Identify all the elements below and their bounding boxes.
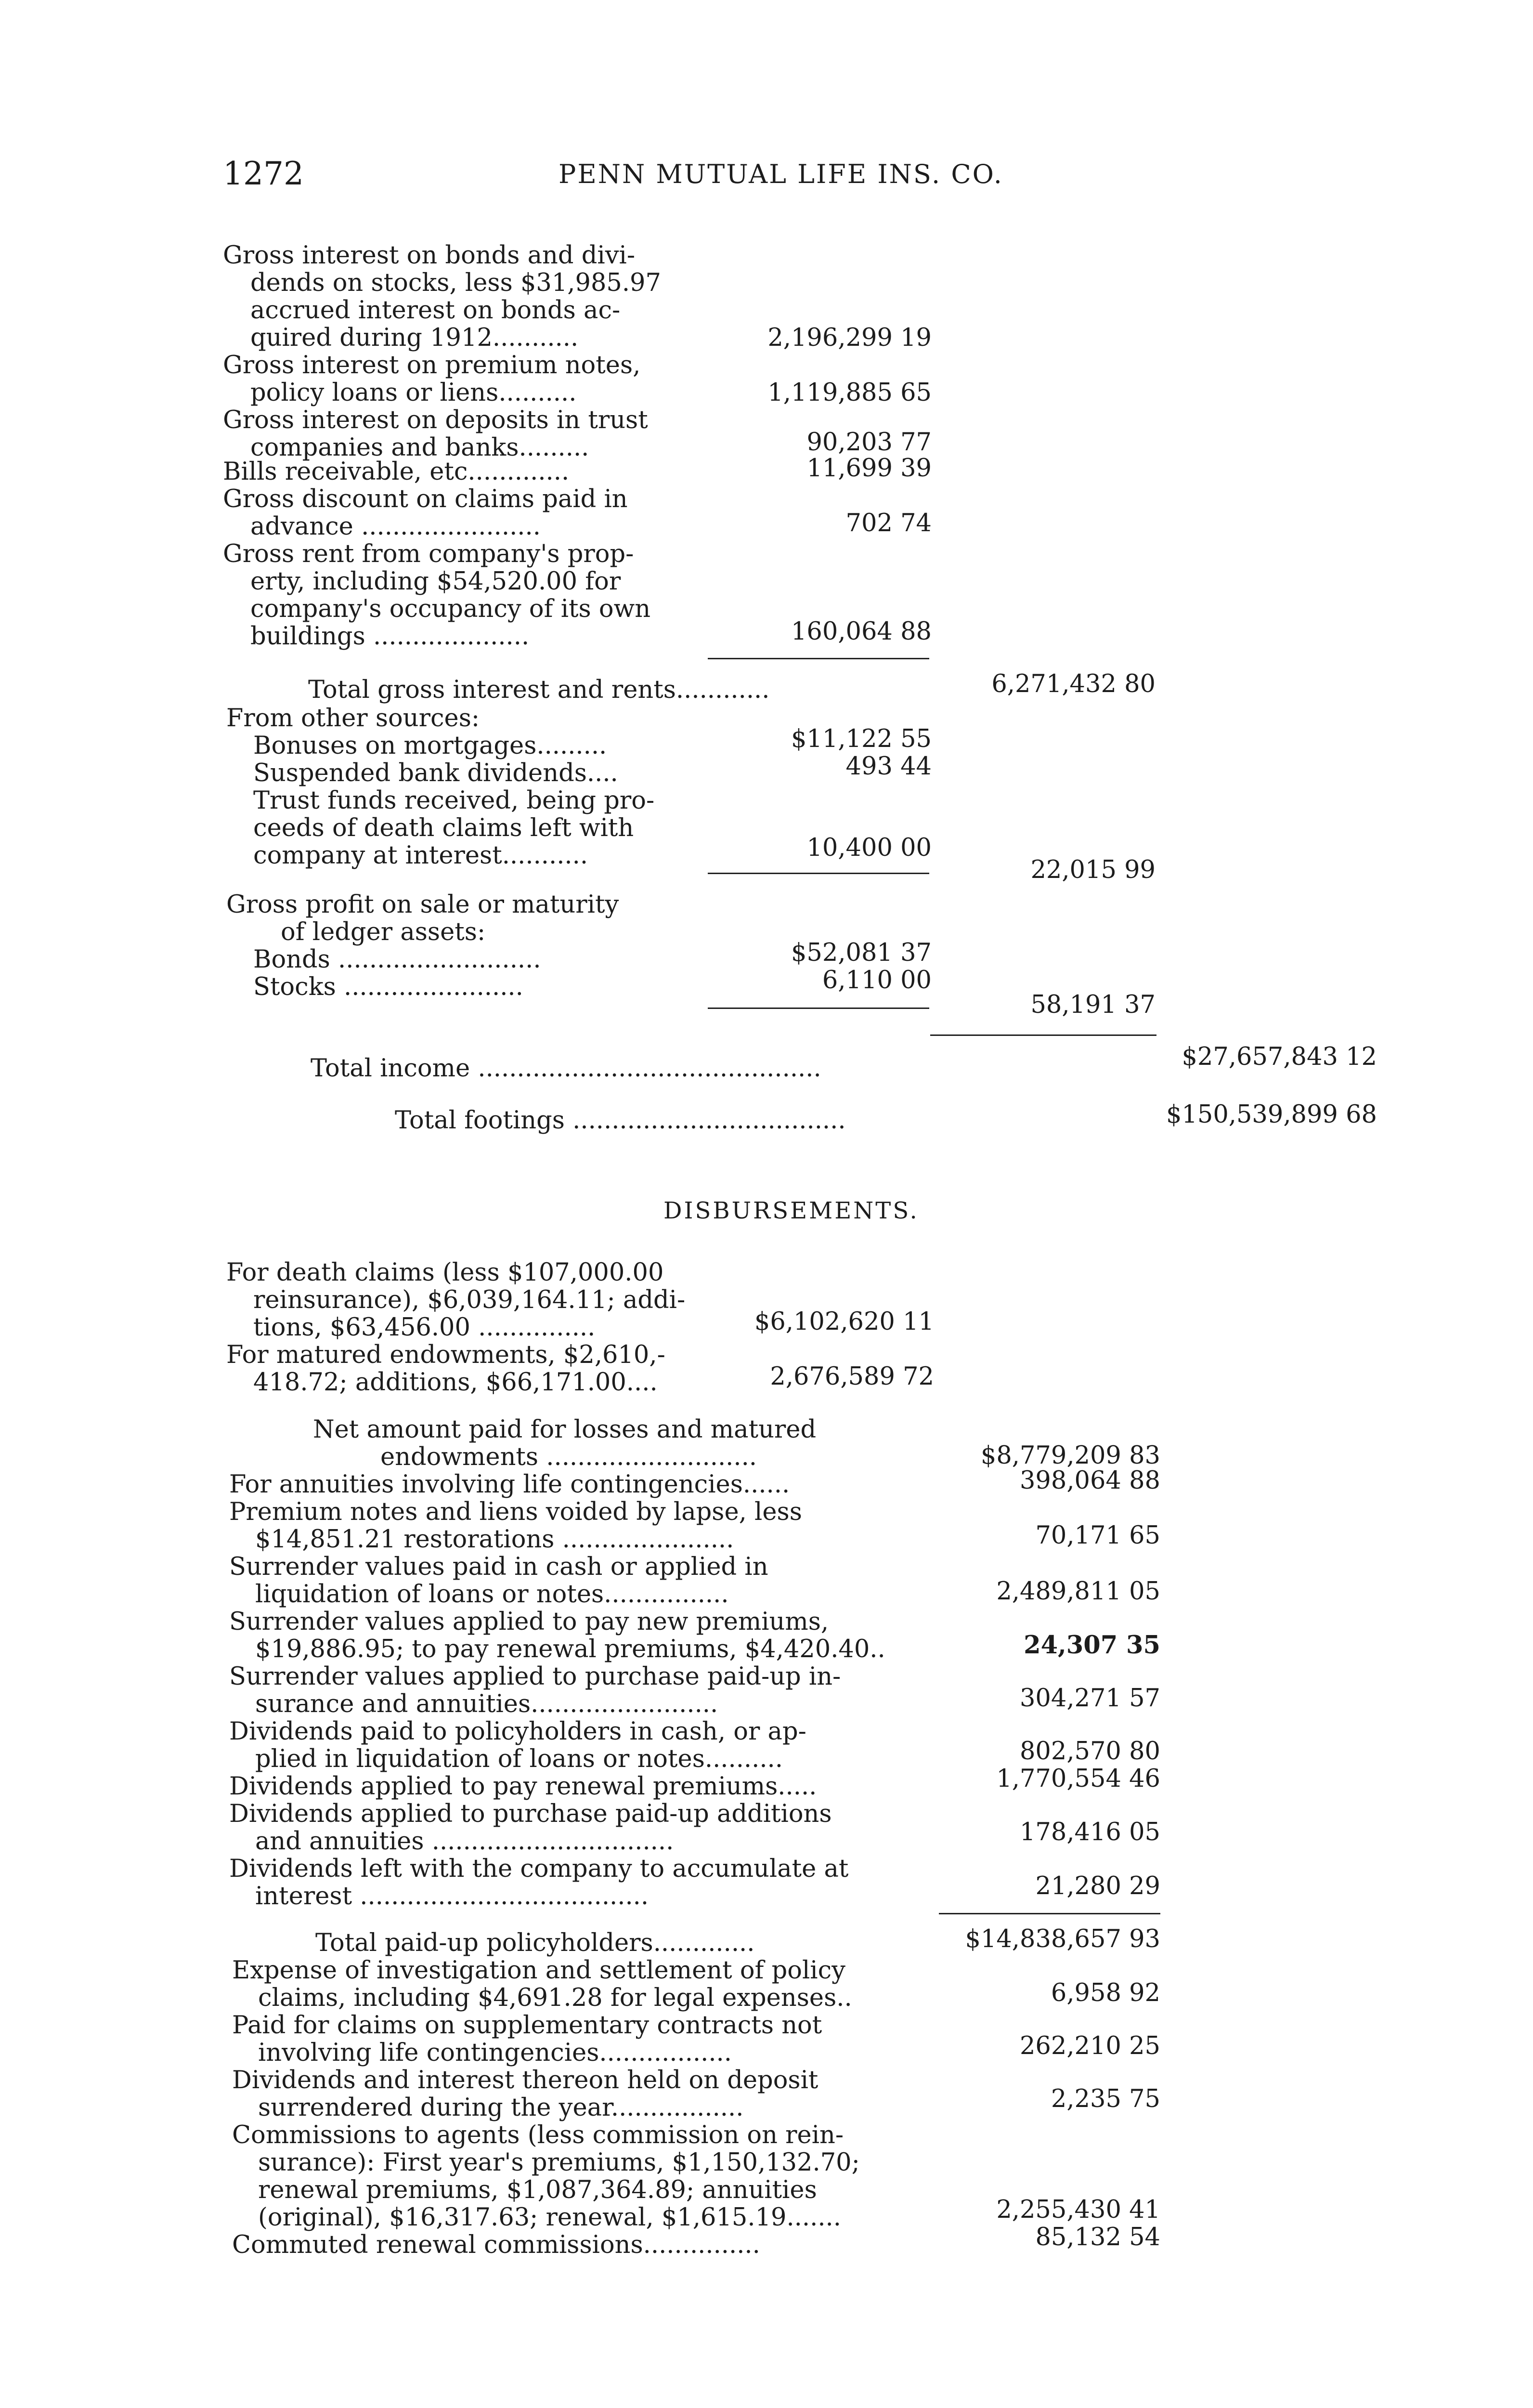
total-amount: $150,539,899 68 <box>1166 1100 1377 1129</box>
line: Gross rent from company's prop- <box>223 540 634 568</box>
group-heading: From other sources: <box>226 704 480 733</box>
amount: 702 74 <box>845 509 932 537</box>
amount: 2,255,430 41 <box>996 2196 1160 2224</box>
line: Surrender values applied to pay new premiums, <box>229 1608 829 1636</box>
total-label: Total footings ................................... <box>395 1106 846 1135</box>
line: Dividends left with the company to accumulate at <box>229 1855 849 1883</box>
line: Bills receivable, etc............. <box>223 458 570 486</box>
line: reinsurance), $6,039,164.11; addi- <box>253 1286 686 1314</box>
amount: 21,280 29 <box>1035 1872 1160 1900</box>
group-total: 58,191 37 <box>1030 991 1156 1019</box>
amount: $6,102,620 11 <box>754 1308 934 1336</box>
line: companies and banks......... <box>250 433 589 462</box>
amount: 2,196,299 19 <box>767 324 932 352</box>
total-label: Total gross interest and rents............ <box>308 676 770 704</box>
amount: 178,416 05 <box>1019 1818 1160 1846</box>
line: company's occupancy of its own <box>250 595 651 623</box>
group-heading: of ledger assets: <box>281 918 486 946</box>
rule <box>708 658 929 659</box>
line: erty, including $54,520.00 for <box>250 567 621 596</box>
line: For death claims (less $107,000.00 <box>226 1258 664 1287</box>
group-heading: Gross profit on sale or maturity <box>226 890 619 919</box>
line: dends on stocks, less $31,985.97 <box>250 269 661 297</box>
amount: 24,307 35 <box>1024 1631 1160 1660</box>
amount: 2,676,589 72 <box>770 1362 934 1391</box>
rule <box>708 873 929 874</box>
amount: 160,064 88 <box>791 617 932 646</box>
line: renewal premiums, $1,087,364.89; annuities <box>258 2176 817 2204</box>
line: Bonds .......................... <box>253 945 541 974</box>
line: Gross discount on claims paid in <box>223 485 628 513</box>
line: claims, including $4,691.28 for legal expenses.. <box>258 1984 852 2012</box>
line: involving life contingencies................. <box>258 2039 732 2067</box>
amount: 398,064 88 <box>1019 1466 1160 1495</box>
total-amount: $27,657,843 12 <box>1182 1043 1377 1071</box>
line: Bonuses on mortgages......... <box>253 732 607 760</box>
line: Dividends paid to policyholders in cash, or ap- <box>229 1717 806 1746</box>
amount: 802,570 80 <box>1019 1737 1160 1766</box>
page-number: 1272 <box>223 155 304 192</box>
amount: 1,770,554 46 <box>996 1765 1160 1793</box>
amount: $11,122 55 <box>791 725 932 753</box>
amount: $52,081 37 <box>791 939 932 967</box>
amount: 304,271 57 <box>1019 1684 1160 1713</box>
line: surance and annuities........................ <box>255 1690 718 1718</box>
line: quired during 1912........... <box>250 324 579 352</box>
line: Net amount paid for losses and matured <box>313 1415 817 1444</box>
amount: 2,489,811 05 <box>996 1577 1160 1606</box>
line: Dividends and interest thereon held on deposit <box>232 2066 818 2094</box>
line: interest ..................................... <box>255 1882 649 1911</box>
total-amount: $14,838,657 93 <box>965 1925 1160 1953</box>
amount: 90,203 77 <box>806 428 932 457</box>
line: For matured endowments, $2,610,- <box>226 1341 665 1369</box>
line: Dividends applied to pay renewal premiums..... <box>229 1772 817 1801</box>
line: and annuities ............................... <box>255 1827 674 1856</box>
line: (original), $16,317.63; renewal, $1,615.19....... <box>258 2203 841 2232</box>
line: Commissions to agents (less commission on rein- <box>232 2121 844 2149</box>
line: Gross interest on bonds and divi- <box>223 241 636 270</box>
line: Premium notes and liens voided by lapse, less <box>229 1498 802 1526</box>
line: Suspended bank dividends.... <box>253 759 618 787</box>
running-title: PENN MUTUAL LIFE INS. CO. <box>559 159 1003 189</box>
amount: 493 44 <box>845 752 932 781</box>
section-heading-disbursements: DISBURSEMENTS. <box>663 1197 919 1224</box>
line: Stocks ....................... <box>253 973 523 1001</box>
line: $14,851.21 restorations ...................... <box>255 1525 734 1554</box>
amount: 85,132 54 <box>1035 2223 1160 2251</box>
line: company at interest........... <box>253 841 588 870</box>
amount: 11,699 39 <box>806 454 932 483</box>
line: advance ....................... <box>250 512 541 541</box>
rule <box>930 1034 1156 1036</box>
line: Expense of investigation and settlement of policy <box>232 1956 845 1985</box>
line: Dividends applied to purchase paid-up additions <box>229 1800 832 1828</box>
line: Commuted renewal commissions............... <box>232 2231 760 2259</box>
total-label: Total paid-up policyholders............. <box>315 1929 755 1957</box>
amount: 262,210 25 <box>1019 2032 1160 2060</box>
amount: $8,779,209 83 <box>980 1441 1160 1470</box>
line: 418.72; additions, $66,171.00.... <box>253 1368 658 1397</box>
group-total: 22,015 99 <box>1030 856 1156 884</box>
line: buildings .................... <box>250 622 530 651</box>
total-label: Total income ............................................ <box>311 1054 821 1083</box>
line: surance): First year's premiums, $1,150,132.70; <box>258 2148 860 2177</box>
amount: 2,235 75 <box>1051 2085 1160 2113</box>
line: Gross interest on deposits in trust <box>223 406 648 434</box>
amount: 6,958 92 <box>1051 1979 1160 2007</box>
line: plied in liquidation of loans or notes.......... <box>255 1745 783 1773</box>
line: Gross interest on premium notes, <box>223 351 641 380</box>
line: surrendered during the year................. <box>258 2094 744 2122</box>
line: ceeds of death claims left with <box>253 814 634 842</box>
line: For annuities involving life contingencies...... <box>229 1470 790 1499</box>
line: endowments ........................... <box>380 1443 757 1471</box>
line: Paid for claims on supplementary contracts not <box>232 2011 822 2040</box>
rule <box>708 1008 929 1009</box>
line: liquidation of loans or notes................ <box>255 1580 729 1609</box>
line: $19,886.95; to pay renewal premiums, $4,420.40.. <box>255 1635 885 1663</box>
amount: 6,110 00 <box>822 966 932 995</box>
line: tions, $63,456.00 ............... <box>253 1313 596 1342</box>
amount: 10,400 00 <box>806 834 932 862</box>
total-amount: 6,271,432 80 <box>991 670 1156 698</box>
rule <box>939 1913 1160 1914</box>
line: policy loans or liens.......... <box>250 379 577 407</box>
line: Trust funds received, being pro- <box>253 786 655 815</box>
line: accrued interest on bonds ac- <box>250 296 621 325</box>
line: Surrender values applied to purchase paid-up in- <box>229 1662 841 1691</box>
amount: 70,171 65 <box>1035 1521 1160 1550</box>
line: Surrender values paid in cash or applied in <box>229 1553 768 1581</box>
amount: 1,119,885 65 <box>767 379 932 407</box>
